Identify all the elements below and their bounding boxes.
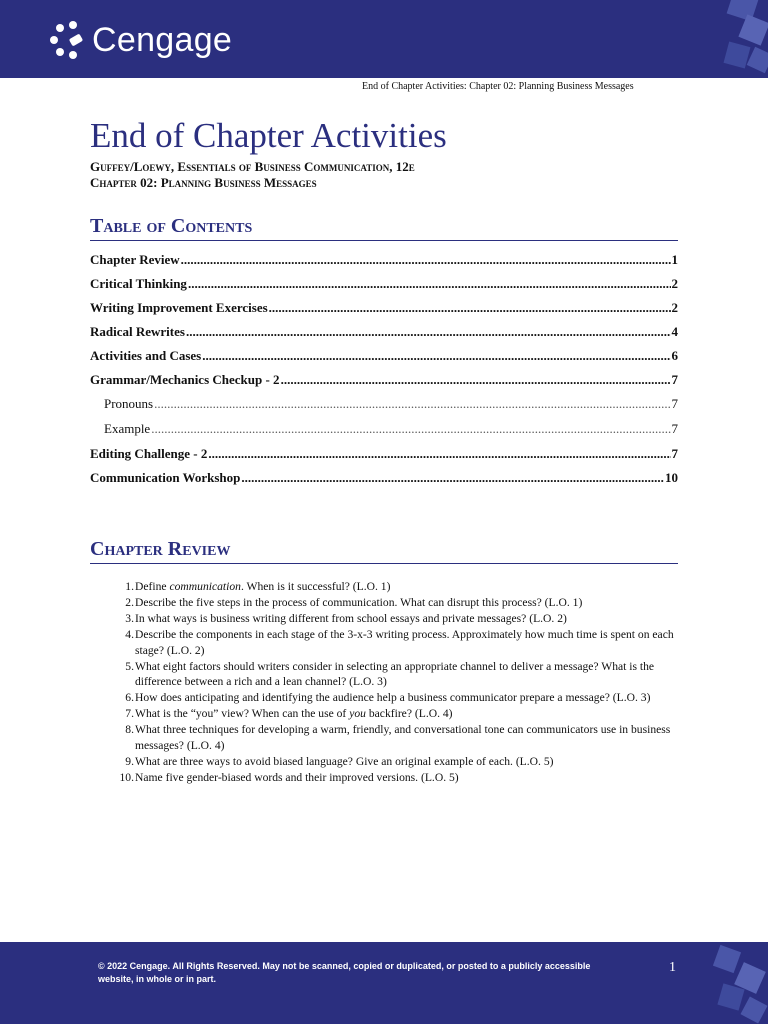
toc-entry-activities-cases[interactable] [90, 348, 678, 372]
review-question [90, 627, 678, 659]
review-question [90, 690, 678, 706]
question-number: 3. [125, 611, 134, 625]
question-text-part: backfire? (L.O. 4) [365, 707, 453, 721]
toc-entry-example[interactable] [90, 421, 678, 446]
question-text-part: What are three ways to avoid biased language? Give an original example of each. (L.O. 5) [135, 754, 554, 768]
question-text-part: Describe the components in each stage of the 3-x-3 writing process. Approximately how much time is spent on each stage? (L.O. 2) [135, 627, 674, 657]
chapter-review-heading: Chapter Review [90, 538, 678, 564]
toc-entry-title: Pronouns [104, 396, 154, 411]
decorative-pattern-icon [698, 942, 768, 1024]
dot-leader [281, 372, 671, 388]
question-number: 7. [125, 707, 134, 721]
question-text [135, 659, 678, 691]
toc-entry-title: Radical Rewrites [90, 324, 185, 339]
question-emphasis: you [349, 707, 366, 721]
logo-wordmark: Cengage [92, 20, 233, 59]
chapter-review-list [90, 579, 678, 786]
page-number: 1 [669, 960, 676, 975]
question-text [135, 722, 678, 754]
question-text [135, 770, 678, 786]
book-subtitle: Guffey/Loewy, Essentials of Business Communication, 12e [90, 159, 415, 174]
toc-entry-title: Grammar/Mechanics Checkup - 2 [90, 372, 280, 387]
question-number: 2. [125, 595, 134, 609]
question-number: 5. [125, 659, 134, 673]
question-text [135, 706, 678, 722]
dot-leader [202, 348, 670, 364]
toc-entry-communication-workshop[interactable] [90, 470, 678, 494]
toc-entry-grammar-checkup[interactable] [90, 372, 678, 396]
question-text-part: Name five gender-biased words and their improved versions. (L.O. 5) [135, 770, 459, 784]
cengage-logo[interactable] [46, 18, 232, 62]
question-text-part: What three techniques for developing a warm, friendly, and conversational tone can communicators use in business messages? (L.O. 4) [135, 723, 671, 753]
toc-heading: Table of Contents [90, 215, 678, 241]
toc-entry-page: 2 [671, 300, 678, 315]
question-text [135, 690, 678, 706]
review-question [90, 659, 678, 691]
question-text [135, 627, 678, 659]
review-question [90, 722, 678, 754]
review-question [90, 611, 678, 627]
toc-entry-radical-rewrites[interactable] [90, 324, 678, 348]
cengage-logo-icon [46, 20, 86, 60]
running-head: End of Chapter Activities: Chapter 02: Planning Business Messages [362, 81, 634, 92]
question-number: 1. [125, 580, 134, 593]
question-text-part: How does anticipating and identifying the audience help a business communicator prepare a message? (L.O. 3) [135, 691, 651, 705]
decorative-pattern-icon [708, 0, 768, 78]
question-number: 10. [119, 770, 134, 784]
toc-entry-title: Communication Workshop [90, 470, 241, 485]
page-title: End of Chapter Activities [90, 116, 447, 155]
question-text [135, 611, 678, 627]
copyright-notice: © 2022 Cengage. All Rights Reserved. May not be scanned, copied or duplicated, or posted to a publicly accessible website, in whole or in part. [98, 961, 591, 984]
dot-leader [154, 396, 670, 412]
toc-entry-title: Critical Thinking [90, 276, 187, 291]
question-text-part: In what ways is business writing different from school essays and private messages? (L.O. 2) [135, 611, 567, 625]
toc-entry-editing-challenge[interactable] [90, 446, 678, 470]
table-of-contents [90, 252, 678, 494]
toc-entry-page: 4 [671, 324, 678, 339]
toc-entry-title: Example [104, 421, 151, 436]
question-text [135, 754, 678, 770]
dot-leader [208, 446, 670, 462]
review-question [90, 595, 678, 611]
toc-entry-title: Editing Challenge - 2 [90, 446, 208, 461]
footer-bar [0, 942, 768, 1024]
toc-entry-page: 6 [671, 348, 678, 363]
toc-entry-critical-thinking[interactable] [90, 276, 678, 300]
toc-entry-page: 1 [671, 252, 678, 267]
question-number: 4. [125, 627, 134, 641]
dot-leader [269, 300, 671, 316]
toc-entry-page: 7 [671, 446, 678, 461]
review-question [90, 754, 678, 770]
question-number: 8. [125, 723, 134, 737]
header-bar [0, 0, 768, 78]
toc-entry-title: Activities and Cases [90, 348, 202, 363]
toc-entry-title: Chapter Review [90, 252, 180, 267]
question-text-part: Describe the five steps in the process of communication. What can disrupt this process? (L.O. 1) [135, 595, 583, 609]
toc-entry-page: 10 [665, 470, 678, 485]
dot-leader [241, 470, 664, 486]
toc-entry-pronouns[interactable] [90, 396, 678, 421]
question-text-part: What eight factors should writers consider in selecting an appropriate channel to deliver a message? What is the difference between a rich and a lean channel? (L.O. 3) [135, 659, 655, 689]
toc-entry-chapter-review[interactable] [90, 252, 678, 276]
question-text [135, 579, 678, 595]
toc-entry-page: 7 [671, 421, 678, 436]
question-emphasis: communication [169, 580, 241, 593]
dot-leader [186, 324, 671, 340]
question-text [135, 595, 678, 611]
toc-entry-page: 7 [671, 372, 678, 387]
question-text-part: What is the “you” view? When can the use of [135, 707, 350, 721]
question-text-part: Define [135, 580, 170, 593]
dot-leader [151, 421, 670, 437]
toc-entry-writing-improvement[interactable] [90, 300, 678, 324]
dot-leader [181, 252, 671, 268]
review-question [90, 579, 678, 595]
chapter-subtitle: Chapter 02: Planning Business Messages [90, 175, 317, 190]
question-number: 9. [125, 754, 134, 768]
question-text-part: . When is it successful? (L.O. 1) [240, 580, 391, 593]
dot-leader [188, 276, 671, 292]
toc-entry-page: 7 [671, 396, 678, 411]
toc-entry-page: 2 [671, 276, 678, 291]
toc-entry-title: Writing Improvement Exercises [90, 300, 268, 315]
question-number: 6. [125, 691, 134, 705]
review-question [90, 706, 678, 722]
review-question [90, 770, 678, 786]
